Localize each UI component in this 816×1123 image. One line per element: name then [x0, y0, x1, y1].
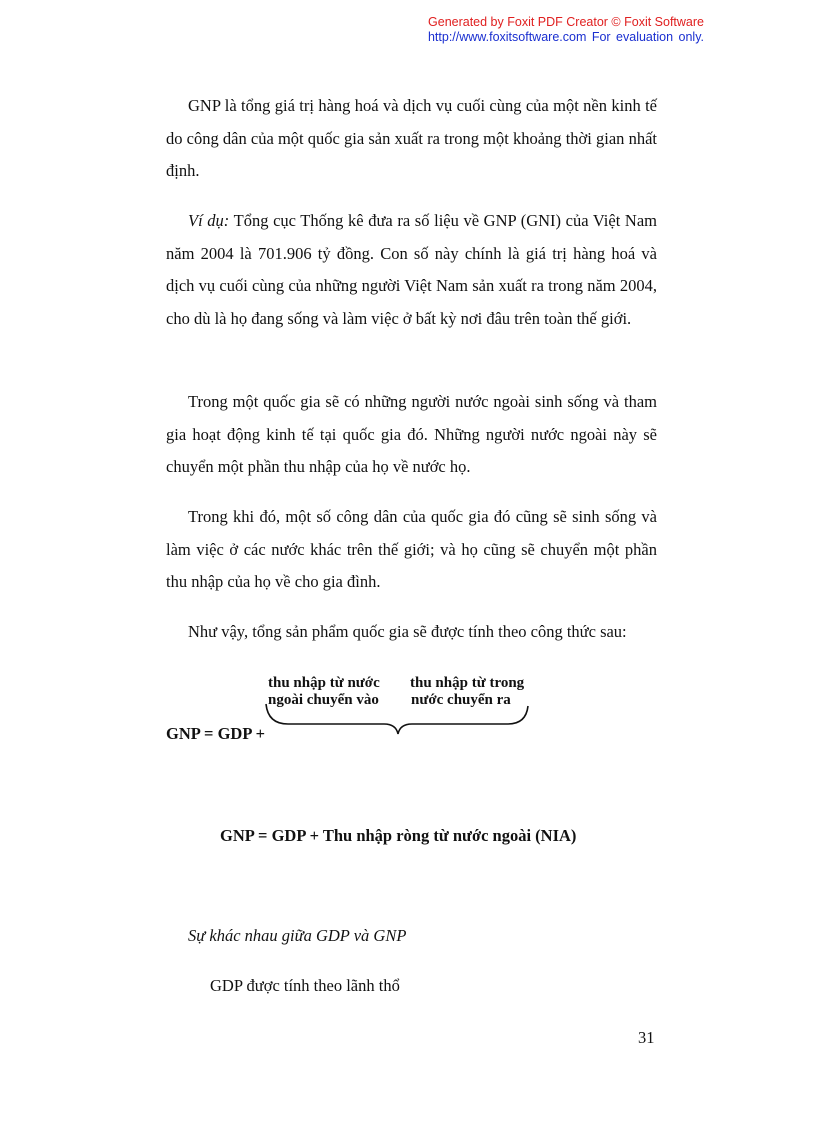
formula-brace: [260, 700, 540, 740]
example-text: Tổng cục Thống kê đưa ra số liệu về GNP (GNI) của Việt Nam năm 2004 là 701.906 tỷ đồng. Con số này chính là giá trị hàng hoá và dịch vụ cuối cùng của những người Việt Nam sản xuất ra trong năm 2004, cho dù là họ đang sống và làm việc ở bất kỳ nơi đâu trên toàn thế giới.: [166, 211, 657, 328]
example-label: Ví dụ:: [188, 211, 230, 230]
formula-term-income-in: thu nhập từ nước ngoài chuyển vào: [268, 675, 380, 708]
section-line: GDP được tính theo lãnh thổ: [210, 976, 400, 995]
paragraph-gnp-definition: GNP là tổng giá trị hàng hoá và dịch vụ cuối cùng của một nền kinh tế do công dân của một quốc gia sản xuất ra trong một khoảng thời gian nhất định.: [166, 96, 657, 180]
formula-term-income-out: thu nhập từ trong nước chuyển ra: [410, 675, 525, 708]
paragraph-formula-intro: Như vậy, tổng sản phẩm quốc gia sẽ được tính theo công thức sau:: [188, 622, 627, 641]
watermark-line-2: http://www.foxitsoftware.com For evaluation only.: [427, 30, 704, 44]
section-heading: Sự khác nhau giữa GDP và GNP: [188, 926, 407, 945]
watermark-line-1: Generated by Foxit PDF Creator © Foxit Software: [428, 15, 704, 29]
page-number: 31: [638, 1028, 655, 1047]
formula-main: GNP = GDP + Thu nhập ròng từ nước ngoài (NIA): [220, 826, 577, 845]
paragraph-foreigners: Trong một quốc gia sẽ có những người nước ngoài sinh sống và tham gia hoạt động kinh tế tại quốc gia đó. Những người nước ngoài này sẽ chuyển một phần thu nhập của họ về nước họ.: [166, 392, 657, 476]
paragraph-example: [166, 205, 657, 335]
paragraph-citizens-abroad: Trong khi đó, một số công dân của quốc gia đó cũng sẽ sinh sống và làm việc ở các nước khác trên thế giới; và họ cũng sẽ chuyển một phần thu nhập của họ về cho gia đình.: [166, 507, 657, 591]
foxit-watermark: [428, 15, 704, 45]
formula-gnp-prefix: GNP = GDP +: [166, 724, 266, 743]
